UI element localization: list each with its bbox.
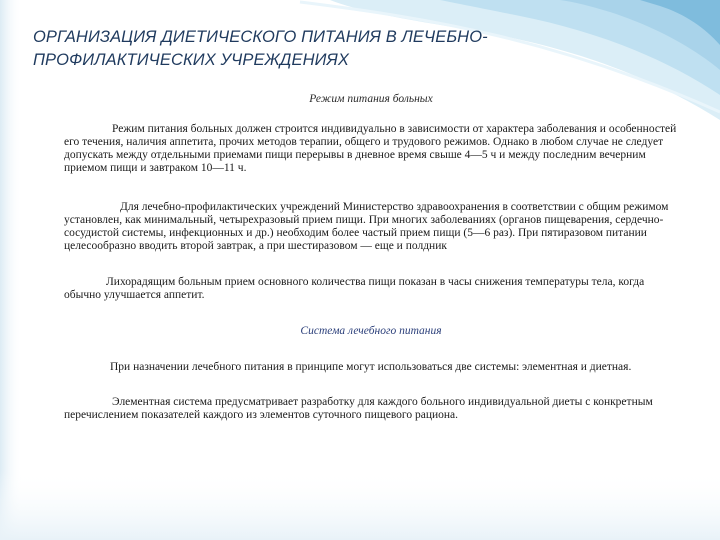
slide-title [33, 26, 673, 72]
paragraph-systems: При назначении лечебного питания в принципе могут использоваться две системы: элементная и диетная. [110, 361, 632, 373]
paragraph-fever-patients: Лихорадящим больным прием основного количества пищи показан в часы снижения температуры тела, когда обычно улучшается аппетит. [64, 276, 645, 301]
paragraph-meal-frequency: Для лечебно-профилактических учреждений Министерство здравоохранения в соответствии с общим режимом установлен, как минимальный, четырехразовый прием пищи. При многих заболеваниях (органов пищеварения, сердечно-сосудистой системы, инфекционных и др.) необходим более частый прием пищи (5—6 раз). При пятиразовом питании целесообразно вводить второй завтрак, а при шестиразовом — еще и полдник [64, 201, 669, 252]
paragraph-elemental-system: Элементная система предусматривает разработку для каждого больного индивидуальной диеты с конкретным перечислением показателей каждого из элементов суточного пищевого рациона. [64, 396, 653, 421]
slide-body [64, 93, 678, 422]
paragraph-regimen: Режим питания больных должен строится индивидуально в зависимости от характера заболевания и особенностей его течения, наличия аппетита, прочих методов терапии, общего и трудового режимов. Однако в любом случае не следует допускать между отдельными приемами пищи перерывы в дневное время свыше 4—5 ч и между последним вечерним приемом пищи и завтраком 10—11 ч. [64, 123, 677, 174]
section-heading-regimen: Режим питания больных [309, 93, 433, 105]
section-heading-system: Система лечебного питания [300, 325, 442, 337]
title-line-2: ПРОФИЛАКТИЧЕСКИХ УЧРЕЖДЕНИЯХ [33, 51, 349, 69]
title-line-1: ОРГАНИЗАЦИЯ ДИЕТИЧЕСКОГО ПИТАНИЯ В ЛЕЧЕБНО- [33, 28, 488, 46]
